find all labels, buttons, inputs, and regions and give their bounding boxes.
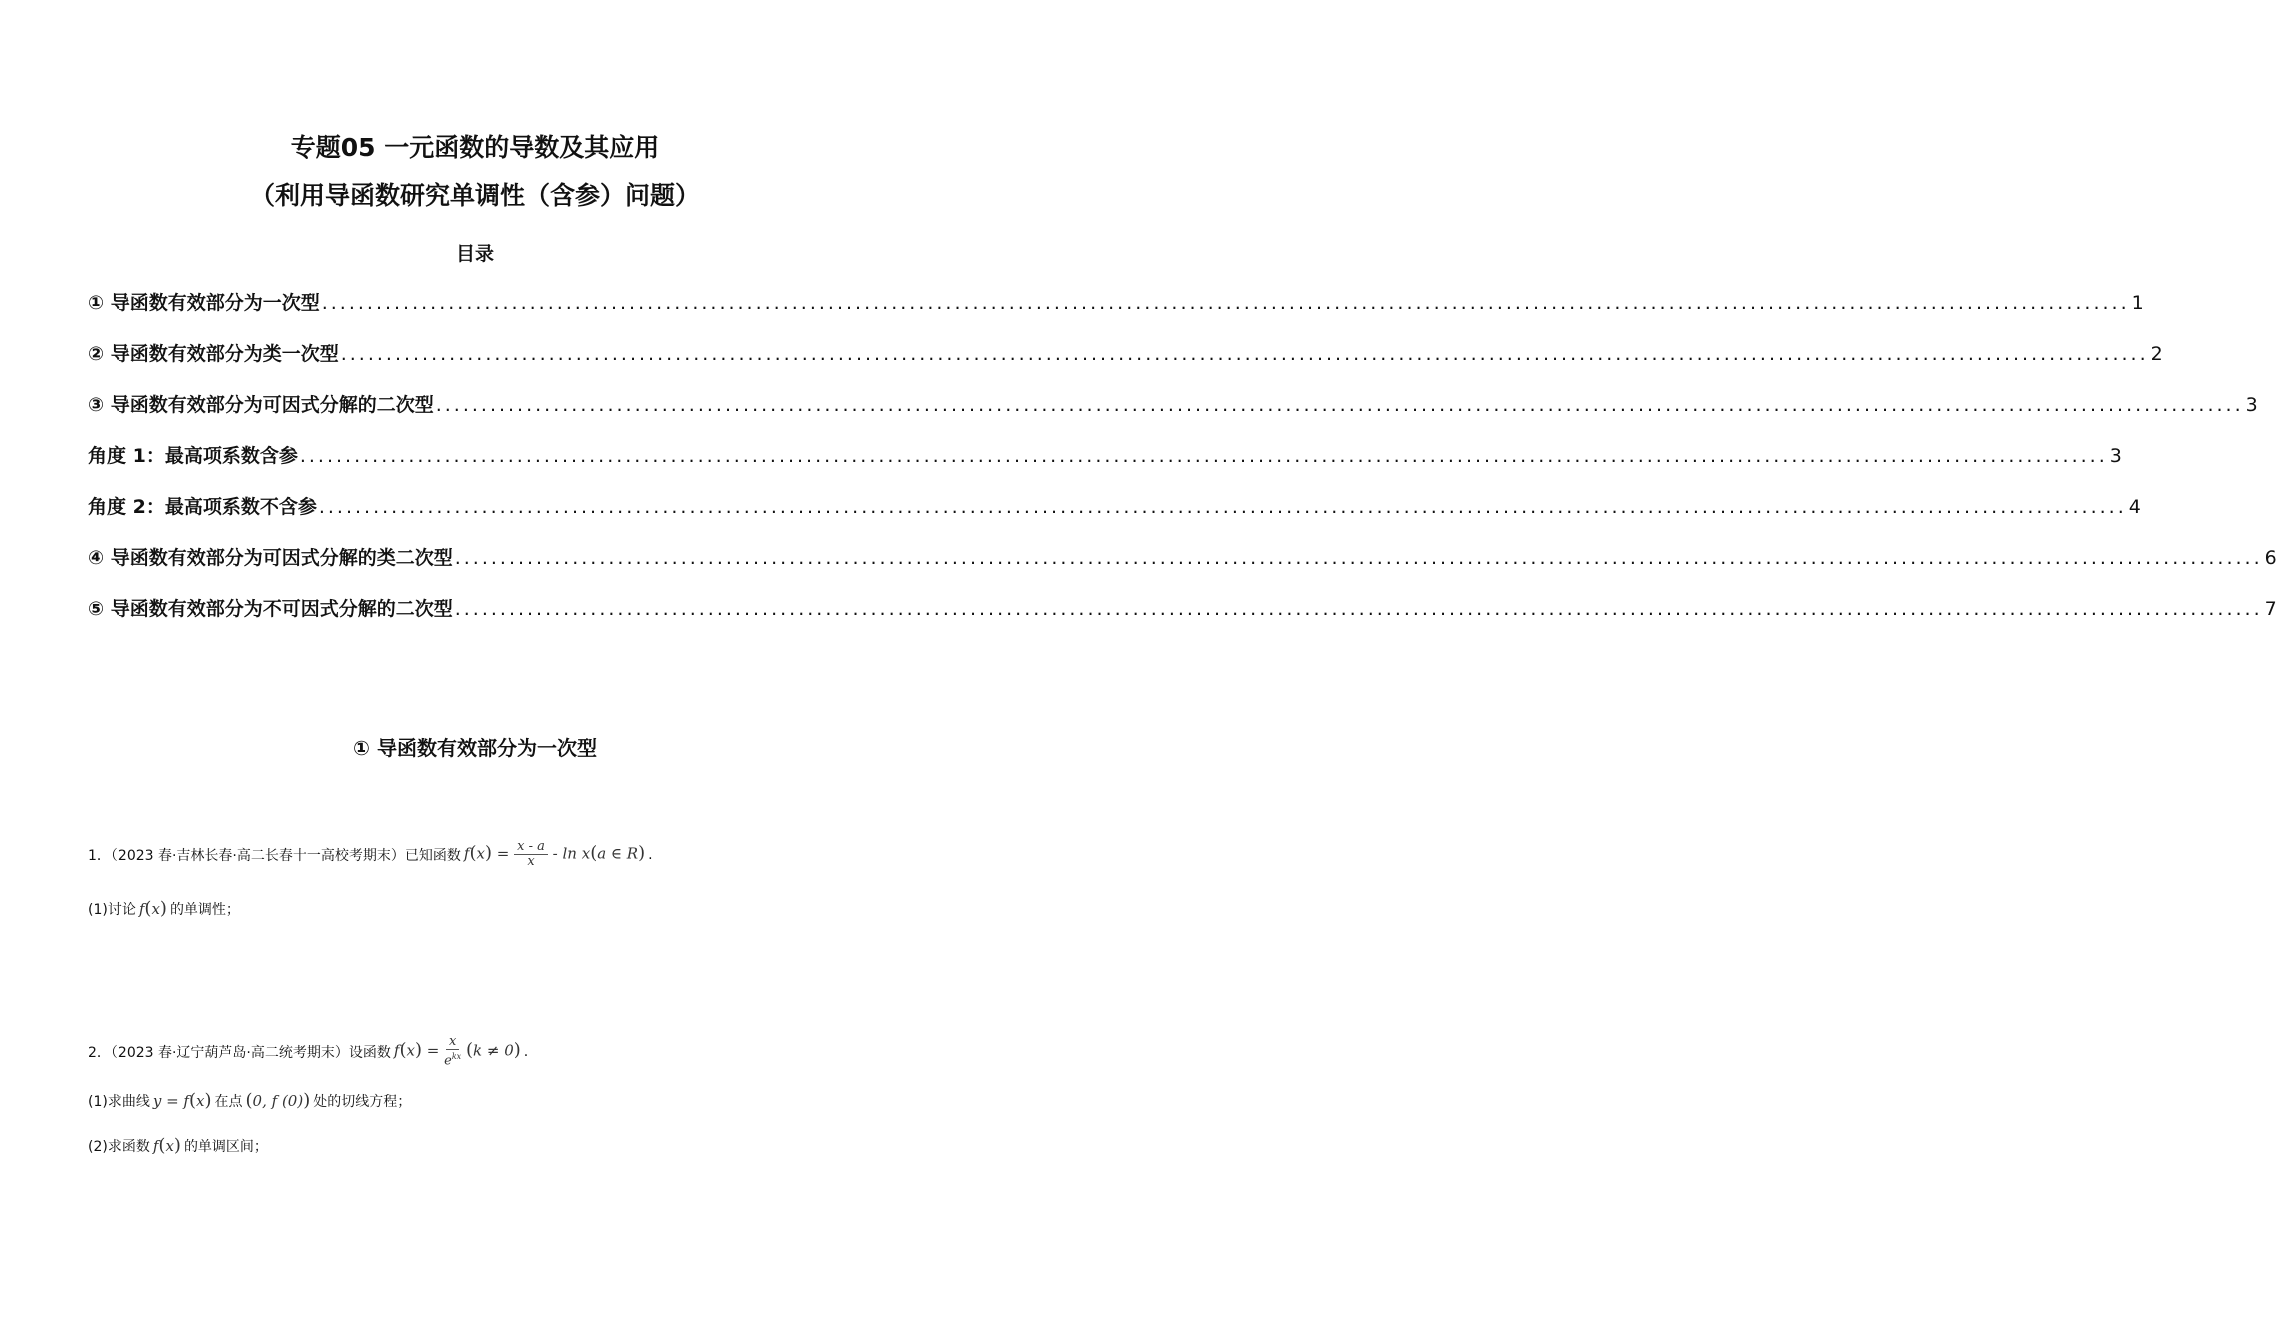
question-prefix: (1)讨论	[88, 901, 136, 918]
formula-ln: - ln x	[552, 844, 591, 863]
toc-entry-label: ⑤ 导函数有效部分为不可因式分解的二次型	[88, 598, 453, 620]
toc-entry[interactable]	[88, 441, 2122, 492]
formula-equals: =	[496, 844, 510, 863]
toc-heading: 目录	[455, 243, 494, 265]
problem-1-formula: f(x) = $\frac{x - a}{x}$ - ln x(a ∈ R)	[463, 839, 646, 869]
problem-2-tail: .	[523, 1043, 529, 1060]
toc-leader-dots: ........................................................................................................................................................................................................	[435, 394, 2244, 416]
problem-1-statement	[88, 840, 653, 869]
question-suffix: 的单调性；	[169, 901, 240, 918]
formula-x: x	[151, 900, 160, 918]
problem-2-formula: f(x) = $\frac{x}{e^{kx}}$ (k ≠ 0)	[393, 1034, 521, 1069]
toc-entry[interactable]	[88, 492, 2141, 543]
toc-entry-page: 7	[2264, 598, 2277, 620]
question-formula: f(x)	[152, 1135, 181, 1156]
formula-condition: k ≠ 0	[473, 1041, 514, 1060]
problem-2-lead: 2．（2023 春·辽宁葫芦岛·高二统考期末）设函数	[88, 1044, 391, 1061]
fraction-denominator	[444, 1050, 461, 1068]
formula-domain: a ∈ R	[597, 844, 639, 863]
toc-leader-dots: ........................................................................................................................................................................................................	[454, 598, 2263, 620]
toc-entry-label: 角度 2：最高项系数不含参	[88, 496, 317, 518]
problem-2-question-2	[88, 1135, 268, 1156]
section-heading: ① 导函数有效部分为一次型	[353, 736, 597, 760]
formula-x: x	[406, 1041, 415, 1060]
fraction-denominator: x	[527, 854, 535, 869]
document-subtitle: （利用导函数研究单调性（含参）问题）	[249, 181, 700, 210]
formula-f: f	[152, 1137, 159, 1155]
formula-x: x	[476, 844, 485, 863]
document-title: 专题05 一元函数的导数及其应用	[290, 133, 660, 162]
toc-entry[interactable]	[88, 288, 2144, 339]
formula-x: x	[196, 1092, 205, 1110]
toc-leader-dots: ........................................................................................................................................................................................................	[321, 292, 2130, 314]
question-suffix: 处的切线方程；	[313, 1093, 412, 1110]
toc-entry-page: 4	[2128, 496, 2141, 518]
fraction-numerator: x - a	[514, 840, 548, 855]
question-suffix: 的单调区间；	[183, 1138, 268, 1155]
toc-leader-dots: ........................................................................................................................................................................................................	[340, 343, 2149, 365]
toc-leader-dots: ........................................................................................................................................................................................................	[318, 496, 2127, 518]
toc-entry-label: ④ 导函数有效部分为可因式分解的类二次型	[88, 547, 453, 569]
toc-entry-page: 6	[2264, 547, 2277, 569]
point-formula: (0, f (0))	[245, 1090, 311, 1111]
formula-fraction	[444, 1035, 461, 1068]
toc-entry[interactable]	[88, 339, 2163, 390]
toc-leader-dots: ........................................................................................................................................................................................................	[299, 445, 2108, 467]
toc-entry[interactable]	[88, 594, 2277, 645]
question-prefix: (1)求曲线	[88, 1093, 150, 1110]
toc-entry-page: 3	[2245, 394, 2258, 416]
toc-entry-page: 2	[2150, 343, 2163, 365]
toc-entry-label: ② 导函数有效部分为类一次型	[88, 343, 339, 365]
question-formula: f(x)	[138, 898, 167, 919]
formula-f: f	[138, 900, 145, 918]
problem-2-statement	[88, 1035, 528, 1068]
formula-fraction	[514, 840, 548, 869]
toc-leader-dots: ........................................................................................................................................................................................................	[454, 547, 2263, 569]
question-middle: 在点	[214, 1093, 243, 1110]
denominator-base: e	[444, 1053, 452, 1069]
problem-1-tail: .	[648, 846, 653, 863]
toc-entry-page: 3	[2109, 445, 2122, 467]
question-formula: y = f(x)	[152, 1090, 212, 1111]
question-prefix: (2)求函数	[88, 1138, 150, 1155]
toc-entry-label: 角度 1：最高项系数含参	[88, 445, 298, 467]
problem-1-question-1	[88, 898, 240, 919]
curve-expression: y = f	[152, 1092, 189, 1110]
formula-x: x	[165, 1137, 174, 1155]
toc-entry-label: ③ 导函数有效部分为可因式分解的二次型	[88, 394, 434, 416]
denominator-exponent: kx	[451, 1052, 462, 1061]
toc-entry[interactable]	[88, 543, 2277, 594]
formula-f: f	[393, 1041, 400, 1060]
point-coordinates: 0, f (0)	[252, 1092, 304, 1110]
problem-2-question-1	[88, 1090, 411, 1111]
table-of-contents	[88, 288, 2277, 645]
toc-entry-label: ① 导函数有效部分为一次型	[88, 292, 320, 314]
toc-entry-page: 1	[2131, 292, 2144, 314]
fraction-numerator: x	[446, 1035, 459, 1050]
formula-f: f	[463, 844, 470, 863]
formula-equals: =	[426, 1041, 440, 1060]
problem-1-lead: 1．（2023 春·吉林长春·高二长春十一高校考期末）已知函数	[88, 847, 461, 864]
toc-entry[interactable]	[88, 390, 2258, 441]
